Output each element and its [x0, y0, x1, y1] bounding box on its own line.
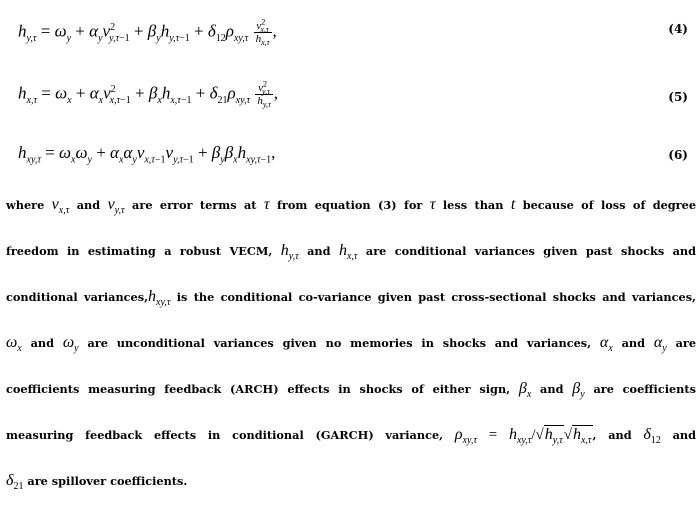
equation-6-number: (6): [668, 148, 688, 162]
paragraph-line-4: $\omega_x$ and $\omega_y$ are unconditional variances given no memories in shocks and variances, $\alpha_x$ and $\alpha_y$ are: [6, 334, 697, 355]
paragraph-line-5: coefficients measuring feedback (ARCH) effects in shocks of either sign, $\beta_x$ and $\beta_y$ are coefficients: [6, 380, 696, 401]
equation-4-number: (4): [668, 22, 688, 36]
equation-5-formula: $h_{x,\tau} = \omega_x + \alpha_xv^2_{x,\tau-1} + \beta_xh_{x,\tau-1} + \delta_{21}\rho_{xy,\tau}$ $\frac{v^2_{y,\tau}}{h_{y,\tau}}$ ,: [18, 79, 279, 110]
equation-5-number: (5): [668, 90, 688, 104]
paragraph-line-1: where $v_{x,\tau}$ and $v_{y,\tau}$ are error terms at τ from equation (3) for τ less than t because of loss of degree: [6, 196, 697, 217]
equation-5: [18, 74, 690, 120]
paragraph-line-2: freedom in estimating a robust VECM, $h_{y,\tau}$ and $h_{x,\tau}$ are conditional variances given past shocks and: [6, 242, 697, 263]
equation-4: [18, 14, 690, 60]
body-paragraph: [6, 182, 696, 504]
equation-6-formula: $h_{xy,\tau} = \omega_x\omega_y + \alpha_x\alpha_yv_{x,\tau-1}v_{y,\tau-1} + \beta_y\beta_xh_{xy,\tau-1}$,: [18, 143, 276, 166]
equation-4-formula: $h_{y,\tau} = \omega_y + \alpha_yv^2_{y,\tau-1} + \beta_yh_{y,\tau-1} + \delta_{12}\rho_{xy,\tau}$ $\frac{v^2_{x,\tau}}{h_{x,\tau}}$ ,: [18, 17, 277, 48]
paragraph-line-3: conditional $variances,h_{xy,\tau}$ is the conditional co-variance given past cross-sectional shocks and variances,: [6, 288, 696, 309]
paragraph-line-6: measuring feedback effects in conditional (GARCH) variance, $\rho_{xy,\tau} = h_{xy,\tau}/√h_{y,\tau}√h_{x,\tau}$, and $\delta_{12}$ and: [6, 426, 697, 447]
equation-6: [18, 138, 690, 184]
paragraph-line-7: $\delta_{21}$ are spillover coefficients.: [6, 472, 188, 493]
